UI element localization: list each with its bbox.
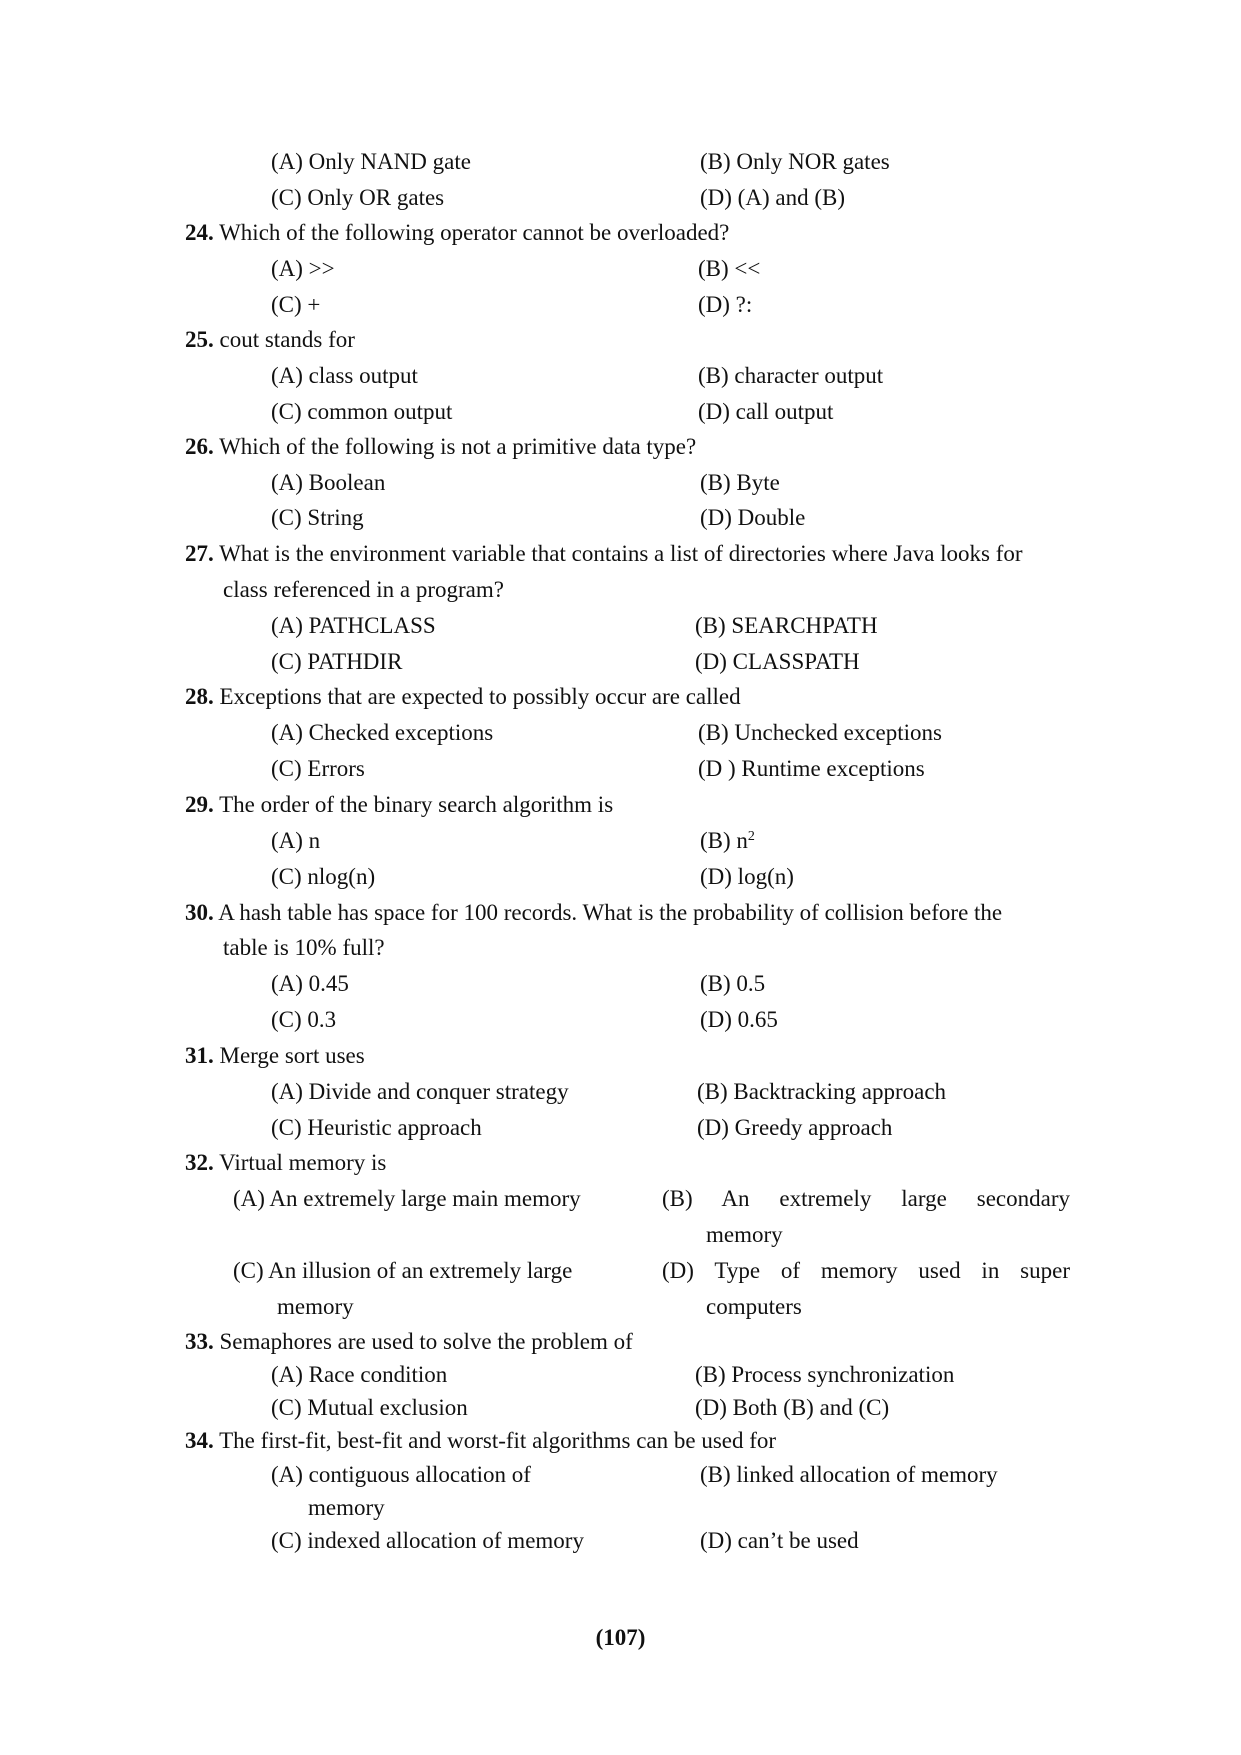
q31-option-b: (B) Backtracking approach (697, 1079, 947, 1104)
question-30-text-cont: table is 10% full? (223, 935, 385, 960)
question-number: 33. (185, 1329, 214, 1354)
q27-option-b: (B) SEARCHPATH (695, 613, 878, 638)
q29-option-b-text: (B) n (700, 828, 748, 853)
q26-option-d: (D) Double (700, 505, 806, 530)
q34-option-c: (C) indexed allocation of memory (271, 1528, 584, 1553)
question-number: 26. (185, 434, 214, 459)
question-25 (185, 325, 355, 355)
q26-option-b: (B) Byte (700, 470, 780, 495)
question-26 (185, 432, 696, 462)
q29-option-a: (A) n (271, 828, 321, 853)
question-text: The first-fit, best-fit and worst-fit algorithms can be used for (219, 1428, 777, 1453)
q28-option-d: (D ) Runtime exceptions (698, 756, 925, 781)
q33-option-a: (A) Race condition (271, 1362, 448, 1387)
q30-option-b: (B) 0.5 (700, 971, 766, 996)
question-30 (185, 898, 1002, 928)
question-number: 25. (185, 327, 214, 352)
question-text: The order of the binary search algorithm is (219, 792, 614, 817)
q24-option-c: (C) + (271, 292, 321, 317)
q25-option-d: (D) call output (698, 399, 834, 424)
question-24 (185, 218, 729, 248)
q30-option-c: (C) 0.3 (271, 1007, 337, 1032)
q34-option-a-cont: memory (308, 1495, 385, 1520)
question-number: 34. (185, 1428, 214, 1453)
question-32 (185, 1148, 386, 1178)
question-text: cout stands for (219, 327, 355, 352)
question-text: Semaphores are used to solve the problem of (219, 1329, 633, 1354)
q25-option-a: (A) class output (271, 363, 418, 388)
q32-option-d: (D) Type of memory used in super (662, 1258, 1070, 1283)
q33-option-d: (D) Both (B) and (C) (695, 1395, 890, 1420)
q31-option-d: (D) Greedy approach (697, 1115, 893, 1140)
q34-option-d: (D) can’t be used (700, 1528, 859, 1553)
q31-option-c: (C) Heuristic approach (271, 1115, 482, 1140)
q30-option-d: (D) 0.65 (700, 1007, 778, 1032)
question-28 (185, 682, 741, 712)
question-27 (185, 539, 1023, 569)
q27-option-a: (A) PATHCLASS (271, 613, 436, 638)
q23-option-a: (A) Only NAND gate (271, 149, 471, 174)
question-number: 32. (185, 1150, 214, 1175)
question-text: Which of the following is not a primitive data type? (219, 434, 697, 459)
q28-option-b: (B) Unchecked exceptions (698, 720, 942, 745)
q28-option-c: (C) Errors (271, 756, 365, 781)
q33-option-c: (C) Mutual exclusion (271, 1395, 468, 1420)
question-27-text-cont: class referenced in a program? (223, 577, 504, 602)
q29-option-c: (C) nlog(n) (271, 864, 376, 889)
q23-option-b: (B) Only NOR gates (700, 149, 890, 174)
question-text: Which of the following operator cannot be overloaded? (219, 220, 730, 245)
q29-option-d: (D) log(n) (700, 864, 794, 889)
question-number: 31. (185, 1043, 214, 1068)
q25-option-c: (C) common output (271, 399, 453, 424)
q24-option-d: (D) ?: (698, 292, 753, 317)
q23-option-c: (C) Only OR gates (271, 185, 445, 210)
q23-option-d: (D) (A) and (B) (700, 185, 845, 210)
q26-option-c: (C) String (271, 505, 364, 530)
q27-option-c: (C) PATHDIR (271, 649, 403, 674)
question-33 (185, 1327, 633, 1357)
q34-option-a: (A) contiguous allocation of (271, 1462, 531, 1487)
q32-option-d-cont: computers (706, 1294, 802, 1319)
question-text: What is the environment variable that contains a list of directories where Java looks for (219, 541, 1023, 566)
question-text: A hash table has space for 100 records. What is the probability of collision before the (218, 900, 1003, 925)
question-text: Virtual memory is (219, 1150, 387, 1175)
q27-option-d: (D) CLASSPATH (695, 649, 860, 674)
q29-option-b (700, 826, 755, 856)
question-31 (185, 1041, 365, 1071)
question-number: 30. (185, 900, 214, 925)
page-number: (107) (595, 1625, 646, 1650)
q30-option-a: (A) 0.45 (271, 971, 349, 996)
q32-option-c-cont: memory (277, 1294, 354, 1319)
q32-option-c: (C) An illusion of an extremely large (233, 1258, 573, 1283)
q32-option-b-cont: memory (706, 1222, 783, 1247)
q28-option-a: (A) Checked exceptions (271, 720, 494, 745)
question-29 (185, 790, 613, 820)
question-34 (185, 1426, 776, 1456)
question-number: 27. (185, 541, 214, 566)
question-number: 29. (185, 792, 214, 817)
question-text: Exceptions that are expected to possibly occur are called (219, 684, 741, 709)
question-text: Merge sort uses (219, 1043, 365, 1068)
q34-option-b: (B) linked allocation of memory (700, 1462, 998, 1487)
question-number: 28. (185, 684, 214, 709)
q26-option-a: (A) Boolean (271, 470, 386, 495)
q31-option-a: (A) Divide and conquer strategy (271, 1079, 569, 1104)
q25-option-b: (B) character output (698, 363, 884, 388)
q24-option-b: (B) << (698, 256, 761, 281)
q33-option-b: (B) Process synchronization (695, 1362, 955, 1387)
q32-option-a: (A) An extremely large main memory (233, 1186, 581, 1211)
q29-option-b-exponent: 2 (747, 829, 755, 844)
q32-option-b: (B) An extremely large secondary (662, 1186, 1070, 1211)
question-number: 24. (185, 220, 214, 245)
q24-option-a: (A) >> (271, 256, 335, 281)
